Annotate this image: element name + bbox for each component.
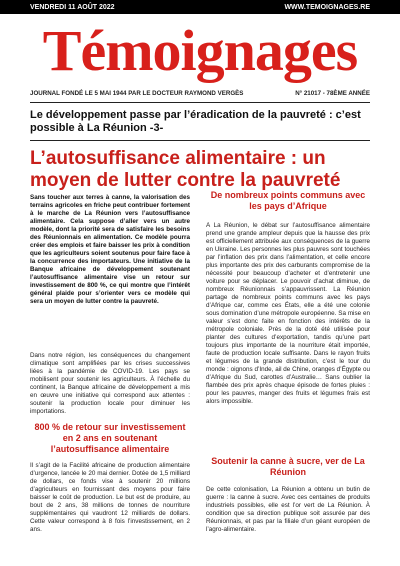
top-bar bbox=[0, 0, 400, 14]
body-paragraph: Dans notre région, les conséquences du changement climatique sont amplifiées par les crises successives liées à la pandémie de COVID-19. Les pays se mobilisent pour soutenir les agriculteurs. À l’échelle du continent, la Banque africaine de développement a mis en œuvre une initiative qui correspond aux attentes : soutenir la production locale pour diminuer les importations. bbox=[30, 352, 190, 415]
issue-date: VENDREDI 11 AOÛT 2022 bbox=[30, 3, 115, 11]
divider-rule bbox=[30, 102, 370, 103]
divider-rule bbox=[30, 140, 370, 141]
newspaper-masthead: Témoignages bbox=[42, 18, 358, 83]
website-link[interactable]: WWW.TEMOIGNAGES.RE bbox=[284, 3, 370, 11]
subheading: De nombreux points communs avec les pays d’Afrique bbox=[210, 190, 366, 211]
series-kicker: Le développement passe par l’éradication de la pauvreté : c’est possible à La Réunion -3- bbox=[30, 109, 361, 134]
subheading: Soutenir la canne à sucre, ver de La Réunion bbox=[211, 456, 365, 477]
issue-number: N° 21017 - 78ÈME ANNÉE bbox=[295, 90, 370, 97]
body-paragraph: À La Réunion, le débat sur l’autosuffisance alimentaire prend une grande ampleur depuis que la hausse des prix est officiellement attribuée aux conséquences de la guerre en Ukraine. Les personnes les plus pauvres sont touchées par l’inflation des prix dans l’alimentation, et celle encore plus importante des prix des carburants compromise de la nécessité pour beaucoup d’acheter et d’entretenir une voiture pour se déplacer. Le pouvoir d’achat diminue, de nombreux Réunionnais s’appauvrissent. La Réunion partage de nombreux points communs avec les pays d’Afrique car, comme ces États, elle a été une colonie sous domination d’une métropole européenne. Sa mise en valeur s’est donc faite en fonction des intérêts de la métropole coloniale. Près de la doté été utilisée pour planter des cultures d’exportation, tandis qu’une part toujours plus importante de la nourriture était importée, faute de production locale suffisante. Dans le rayon fruits et légumes de la grande distribution, c’est le tour du monde : oignons d’Inde, ail de Chine, oranges d’Égypte ou d’Afrique du Sud, carottes d’Australie… Sans oublier la flambée des prix après chaque épisode de fortes pluies : pour les pauvres, manger des fruits et légumes frais est alors impossible. bbox=[206, 222, 370, 405]
subheading: 800 % de retour sur investissement en 2 ans en soutenant l’autosuffisance alimentaire bbox=[34, 422, 186, 454]
founding-note: JOURNAL FONDÉ LE 5 MAI 1944 PAR LE DOCTEUR RAYMOND VERGÈS bbox=[30, 90, 244, 97]
body-paragraph: De cette colonisation, La Réunion a obtenu un butin de guerre : la canne à sucre. Avec ces centaines de produits industriels possibles, elle est l’or vert de La Réunion. À condition que sa direction publique soit assurée par des Réunionnais, et pas par la filiale d’un géant européen de l’agro-alimentaire. bbox=[206, 486, 370, 533]
body-paragraph: Il s’agit de la Facilité africaine de production alimentaire d’urgence, lancée le 20 mai dernier. Dotée de 1,5 milliard de dollars, ce fonds vise à soutenir 20 millions d’agriculteurs en fournissant des moyens pour faire baisser le coût de production. Le but est de produire, au bout de 2 ans, 38 millions de tonnes de nourriture supplémentaires qui vaudront 12 milliards de dollars. Cette valeur correspond à 8 fois l’investissement, en 2 ans. bbox=[30, 462, 190, 533]
article-lead: Sans toucher aux terres à canne, la valorisation des terrains agricoles en friche peut contribuer fortement à le marche de La Réunion vers l’autosuffisance alimentaire. Cela suppose d’aller vers un autre modèle, dont la priorité sera de satisfaire les besoins des Réunionnais en alimentation. Ce modèle pourra créer des emplois et faire baisser les prix à condition que les agriculteurs soient soutenus pour faire face à la concurrence des importateurs. Une initiative de la Banque africaine de développement soutenant l’autosuffisance alimentaire vise un retour sur investissement de 800 %, ce qui montre que l’intérêt général plaide pour s’orienter vers ce modèle qui sera un moyen de lutter contre la pauvreté. bbox=[30, 194, 190, 305]
article-headline: L’autosuffisance alimentaire : un moyen de lutter contre la pauvreté bbox=[30, 148, 341, 191]
info-bar bbox=[30, 90, 370, 99]
